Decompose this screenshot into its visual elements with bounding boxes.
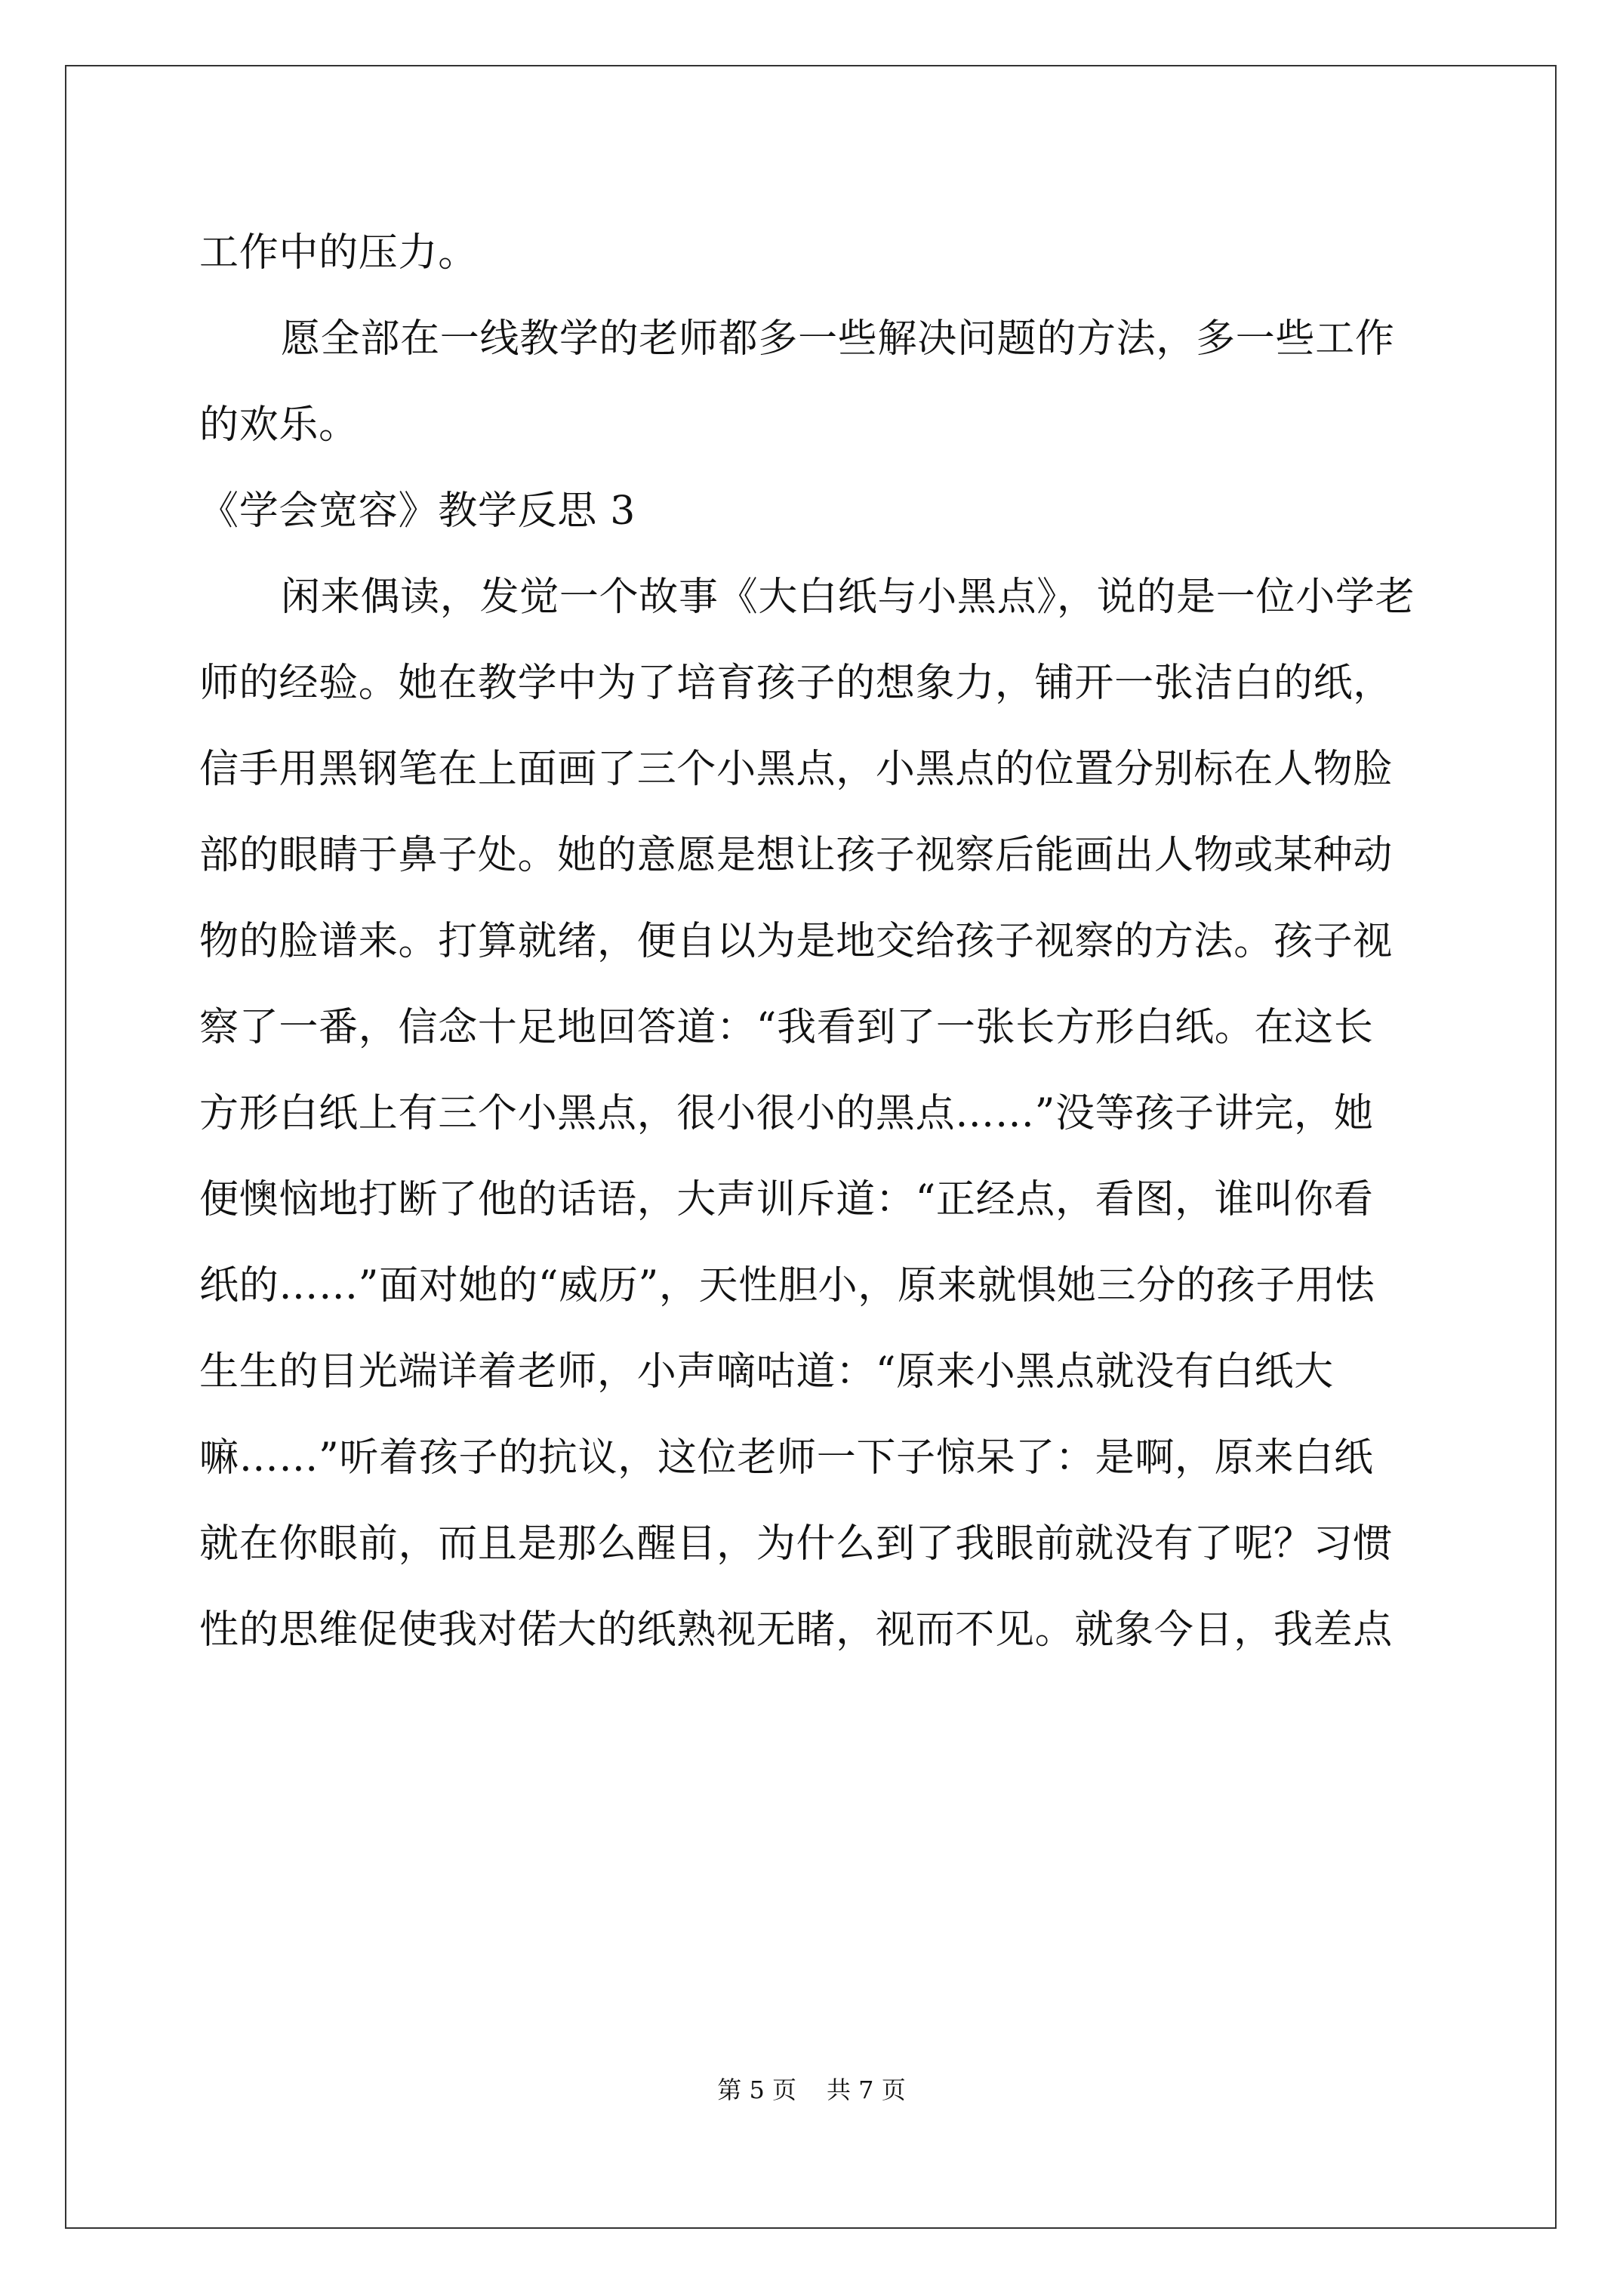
paragraph-start-line: 愿全部在一线教学的老师都多一些解决问题的方法，多一些工作 bbox=[281, 316, 1395, 362]
text-line: 工作中的压力。 bbox=[199, 230, 478, 276]
page-number-current: 第 5 页 bbox=[717, 2076, 796, 2104]
text-line: 的欢乐。 bbox=[199, 402, 359, 448]
paragraph-start-line: 闲来偶读，发觉一个故事《大白纸与小黑点》，说的是一位小学老 bbox=[281, 575, 1415, 620]
page-footer bbox=[0, 2075, 1623, 2105]
text-line: 便懊恼地打断了他的话语，大声训斥道：“正经点，看图，谁叫你看 bbox=[199, 1177, 1374, 1222]
text-line: 嘛……”听着孩子的抗议，这位老师一下子惊呆了：是啊，原来白纸 bbox=[199, 1435, 1374, 1481]
page-number-total: 共 7 页 bbox=[827, 2076, 906, 2104]
text-line: 生生的目光端详着老师，小声嘀咕道：“原来小黑点就没有白纸大 bbox=[199, 1349, 1334, 1395]
text-line: 物的脸谱来。打算就绪，便自以为是地交给孩子视察的方法。孩子视 bbox=[199, 919, 1394, 964]
section-heading: 《学会宽容》教学反思 3 bbox=[199, 488, 636, 534]
text-line: 师的经验。她在教学中为了培育孩子的想象力，铺开一张洁白的纸， bbox=[199, 661, 1394, 706]
text-line: 察了一番，信念十足地回答道：“我看到了一张长方形白纸。在这长 bbox=[199, 1005, 1374, 1050]
text-line: 方形白纸上有三个小黑点，很小很小的黑点……”没等孩子讲完，她 bbox=[199, 1091, 1374, 1136]
text-line: 就在你眼前，而且是那么醒目，为什么到了我眼前就没有了呢？习惯 bbox=[199, 1521, 1394, 1567]
text-line: 信手用黑钢笔在上面画了三个小黑点，小黑点的位置分别标在人物脸 bbox=[199, 747, 1394, 792]
text-line: 部的眼睛于鼻子处。她的意愿是想让孩子视察后能画出人物或某种动 bbox=[199, 833, 1394, 878]
document-body bbox=[199, 210, 1434, 1673]
text-line: 纸的……”面对她的“威历”，天性胆小，原来就惧她三分的孩子用怯 bbox=[199, 1263, 1375, 1308]
text-line: 性的思维促使我对偌大的纸熟视无睹，视而不见。就象今日，我差点 bbox=[199, 1607, 1394, 1653]
